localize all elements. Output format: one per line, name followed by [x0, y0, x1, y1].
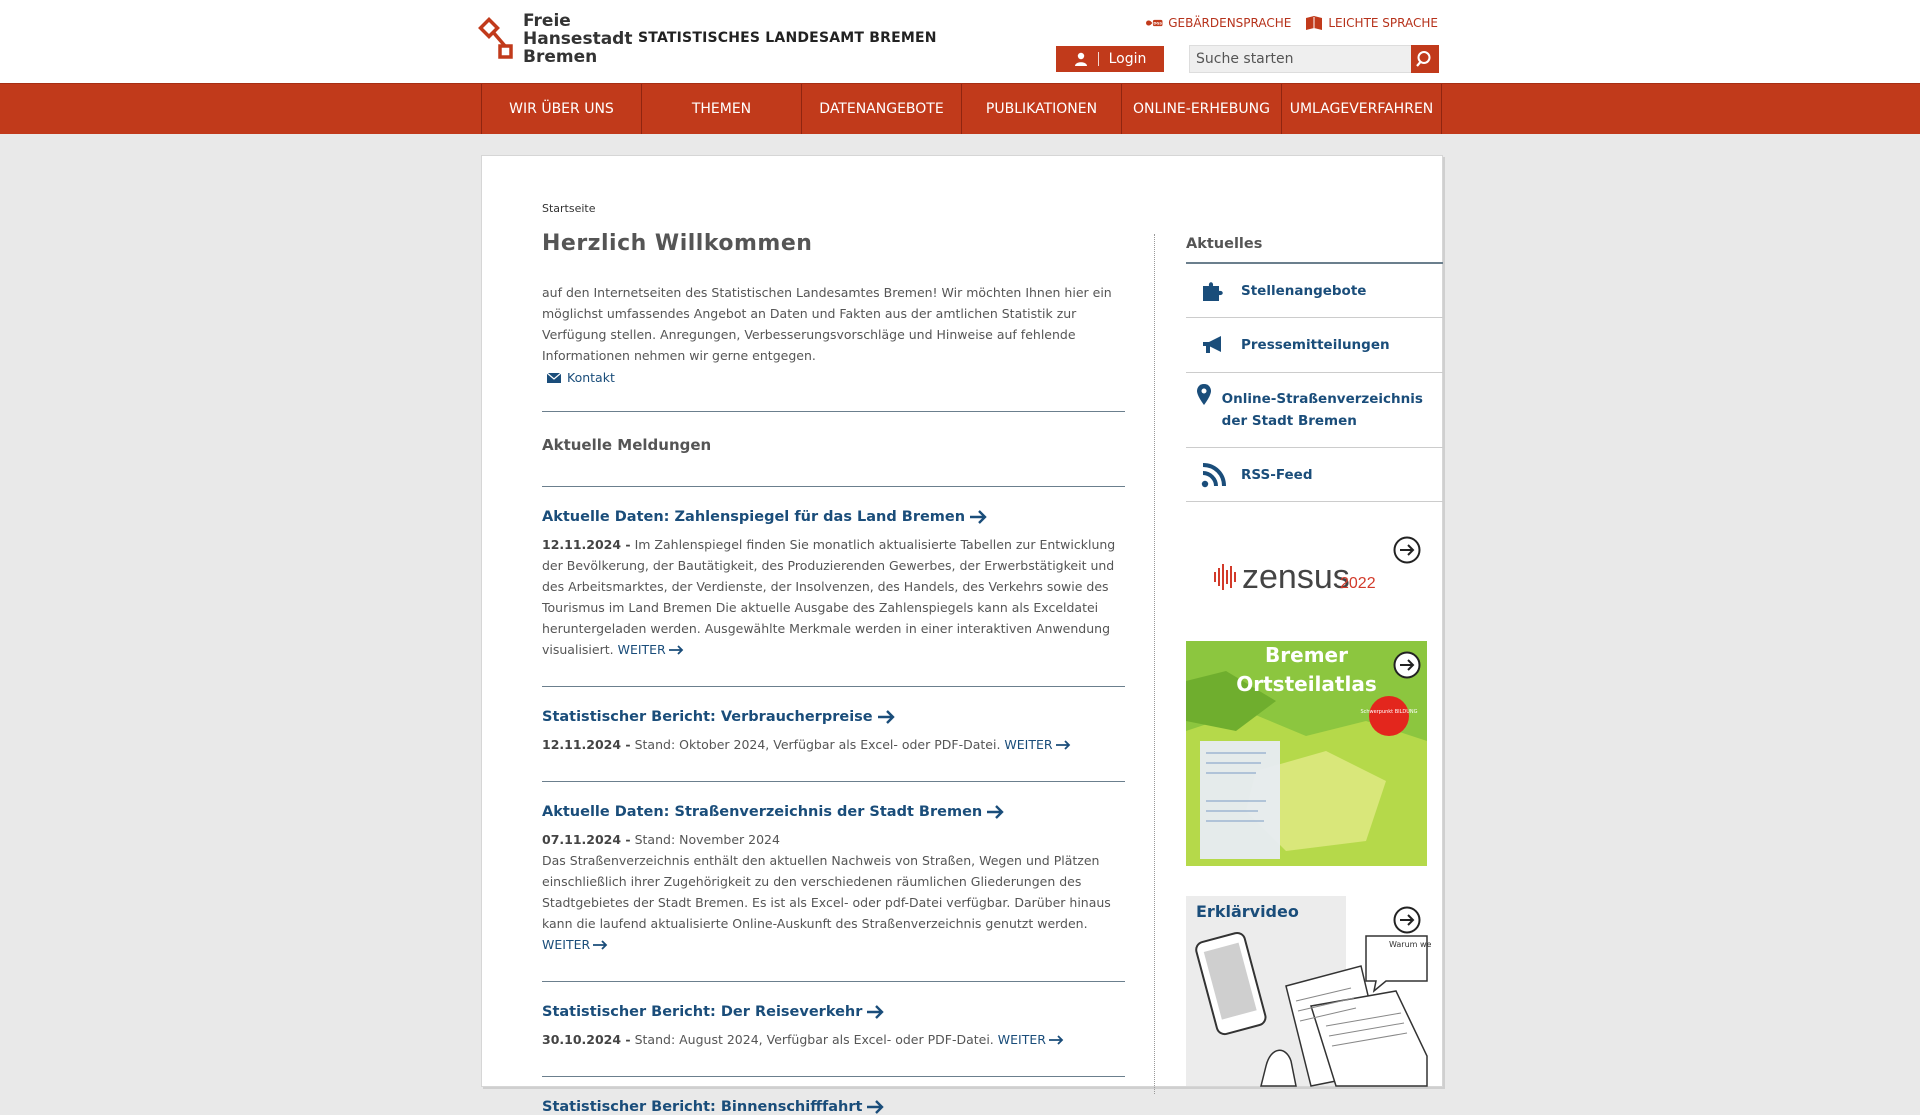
map-pin-icon	[1186, 383, 1222, 407]
arrow-right-icon	[866, 1100, 885, 1114]
arrow-right-icon	[1056, 740, 1071, 750]
megaphone-icon	[1186, 334, 1241, 356]
easy-language-book-icon	[1305, 15, 1323, 31]
sign-language-icon	[1145, 15, 1163, 31]
news-title: Aktuelle Daten: Zahlenspiegel für das Land Bremen	[542, 509, 966, 525]
nav-online-erhebung[interactable]: ONLINE-ERHEBUNG	[1122, 84, 1282, 134]
news-title-link[interactable]	[542, 1004, 1125, 1020]
sidebar-item-rss-feed[interactable]	[1186, 448, 1443, 502]
login-label: Login	[1108, 51, 1147, 67]
search-box	[1189, 45, 1439, 73]
search-button[interactable]	[1411, 45, 1439, 73]
user-icon	[1074, 52, 1088, 66]
sidebar-item-strassenverzeichnis[interactable]	[1186, 373, 1443, 448]
main-navigation	[0, 83, 1920, 134]
intro-text: auf den Internetseiten des Statistischen Landesamtes Bremen! Wir möchten Ihnen hier ein möglichst umfassendes Angebot an Daten und Fakten aus der amtlichen Statistik zur Verfügung stellen. Anregungen, Verbesserungsvorschläge und Hinweise auf fehlende Informationen nehmen wir gerne entgegen.	[542, 285, 1112, 363]
news-text: Im Zahlenspiegel finden Sie monatlich aktualisierte Tabellen zur Entwicklung der Bevölkerung, der Bautätigkeit, des Produzierenden Gewerbes, der Erwerbstätigkeit und des Arbeitsmarktes, der Verdienste, der Insolvenzen, des Handels, des Verkehrs sowie des Tourismus im Land Bremen Die aktuelle Ausgabe des Zahlenspiegels kann als Exceldatei heruntergeladen werden. Ausgewählte Merkmale werden in einer interaktiven Anwendung visualisiert.	[542, 537, 1116, 657]
divider	[542, 411, 1125, 412]
nav-umlageverfahren[interactable]: UMLAGEVERFAHREN	[1282, 84, 1442, 134]
sidebar-item-label: Pressemitteilungen	[1241, 337, 1390, 353]
news-body	[542, 829, 1125, 955]
divider	[542, 781, 1125, 782]
arrow-right-icon	[969, 510, 988, 524]
erklaervideo-banner[interactable]	[1186, 896, 1432, 1086]
news-body	[542, 1029, 1125, 1050]
sidebar-item-label: Stellenangebote	[1241, 282, 1367, 299]
video-illustration	[1186, 896, 1427, 1086]
sidebar-heading: Aktuelles	[1186, 234, 1443, 264]
news-item	[542, 1099, 1125, 1115]
news-date: 07.11.2024 -	[542, 832, 631, 847]
breadcrumb[interactable]: Startseite	[542, 202, 596, 215]
sidebar	[1186, 234, 1443, 502]
news-title: Statistischer Bericht: Der Reiseverkehr	[542, 1004, 863, 1020]
weiter-label: WEITER	[542, 937, 591, 952]
bremen-key-icon	[481, 18, 517, 66]
arrow-circle-icon	[1393, 651, 1421, 679]
news-title: Aktuelle Daten: Straßenverzeichnis der Stadt Bremen	[542, 804, 983, 820]
news-text: Stand: November 2024	[630, 832, 780, 847]
news-date: 30.10.2024 -	[542, 1032, 631, 1047]
sidebar-item-label: Online-Straßenverzeichnis der Stadt Bremen	[1221, 391, 1423, 429]
arrow-circle-icon	[1393, 906, 1421, 934]
zensus-2022-banner[interactable]	[1186, 526, 1427, 616]
sidebar-item-stellenangebote[interactable]	[1186, 264, 1443, 318]
sign-language-label: GEBÄRDENSPRACHE	[1168, 16, 1292, 30]
news-title: Statistischer Bericht: Verbraucherpreise	[542, 709, 873, 725]
news-item	[542, 1004, 1125, 1050]
login-separator	[1098, 52, 1099, 66]
news-text-more: Das Straßenverzeichnis enthält den aktuellen Nachweis von Straßen, Wegen und Plätzen einschließlich ihrer Zugehörigkeit zu den verschiedenen räumlichen Gliederungen des Stadtgebietes der Stadt Bremen. Es ist als Excel- oder pdf-Datei verfügbar. Darüber hinaus kann die laufend aktualisierte Online-Auskunft des Straßenverzeichnis genutzt werden.	[542, 853, 1111, 931]
search-input[interactable]	[1190, 46, 1417, 72]
login-button[interactable]	[1056, 46, 1164, 72]
weiter-link[interactable]	[618, 639, 684, 660]
site-header	[0, 0, 1920, 83]
news-date: 12.11.2024 -	[542, 737, 631, 752]
atlas-title-line-1: Bremer	[1265, 643, 1348, 667]
news-body	[542, 534, 1125, 660]
zensus-text: zensus	[1242, 558, 1350, 596]
weiter-label: WEITER	[1004, 737, 1053, 752]
arrow-right-icon	[877, 710, 896, 724]
logo-line-2: Hansestadt	[523, 29, 633, 49]
video-title: Erklärvideo	[1196, 902, 1299, 921]
svg-text:DGS: DGS	[1153, 21, 1163, 26]
weiter-link[interactable]	[998, 1029, 1064, 1050]
kontakt-label: Kontakt	[567, 370, 615, 385]
arrow-right-icon	[593, 940, 608, 950]
divider	[542, 686, 1125, 687]
news-title: Statistischer Bericht: Binnenschifffahrt	[542, 1099, 863, 1115]
news-item	[542, 509, 1125, 660]
rss-icon	[1186, 462, 1241, 488]
content-box	[481, 155, 1443, 1115]
nav-wir-ueber-uns[interactable]: WIR ÜBER UNS	[482, 84, 642, 134]
news-title-link[interactable]	[542, 1099, 1125, 1115]
news-item	[542, 804, 1125, 955]
logo-line-1: Freie	[523, 11, 571, 31]
news-text: Stand: August 2024, Verfügbar als Excel- oder PDF-Datei.	[630, 1032, 998, 1047]
arrow-circle-icon	[1393, 536, 1421, 564]
news-body	[542, 734, 1125, 755]
top-links	[1145, 15, 1438, 31]
logo-wordmark	[523, 12, 632, 66]
zensus-year: 2022	[1340, 575, 1376, 592]
sidebar-item-pressemitteilungen[interactable]	[1186, 318, 1443, 373]
zensus-logo	[1186, 526, 1427, 616]
arrow-right-icon	[866, 1005, 885, 1019]
divider	[542, 1076, 1125, 1077]
sign-language-link[interactable]	[1145, 15, 1291, 31]
arrow-right-icon	[986, 805, 1005, 819]
easy-language-link[interactable]	[1305, 15, 1438, 31]
nav-themen[interactable]: THEMEN	[642, 84, 802, 134]
nav-publikationen[interactable]: PUBLIKATIONEN	[962, 84, 1122, 134]
page-title: Herzlich Willkommen	[542, 231, 813, 256]
arrow-right-icon	[1049, 1035, 1064, 1045]
main-column	[542, 231, 1125, 1115]
weiter-link[interactable]	[542, 934, 608, 955]
site-title[interactable]: STATISTISCHES LANDESAMT BREMEN	[638, 30, 937, 46]
divider	[542, 486, 1125, 487]
nav-datenangebote[interactable]: DATENANGEBOTE	[802, 84, 962, 134]
weiter-label: WEITER	[617, 642, 666, 657]
search-icon	[1416, 50, 1434, 68]
news-title-link[interactable]	[542, 709, 1125, 725]
news-title-link[interactable]	[542, 509, 1125, 525]
sidebar-item-label: RSS-Feed	[1241, 466, 1313, 483]
kontakt-link[interactable]	[547, 370, 1125, 385]
news-item	[542, 709, 1125, 755]
easy-language-label: LEICHTE SPRACHE	[1328, 16, 1438, 30]
weiter-link[interactable]	[1004, 734, 1070, 755]
news-title-link[interactable]	[542, 804, 1125, 820]
puzzle-icon	[1186, 280, 1241, 302]
logo-line-3: Bremen	[523, 47, 598, 67]
news-heading: Aktuelle Meldungen	[542, 436, 712, 454]
atlas-title-line-2: Ortsteilatlas	[1236, 672, 1377, 696]
bremen-logo[interactable]	[481, 12, 641, 67]
atlas-title	[1186, 641, 1427, 699]
ortsteilatlas-banner[interactable]	[1186, 641, 1427, 866]
news-text: Stand: Oktober 2024, Verfügbar als Excel- oder PDF-Datei.	[630, 737, 1005, 752]
news-date: 12.11.2024 -	[542, 537, 631, 552]
column-divider	[1154, 234, 1156, 1094]
arrow-right-icon	[669, 645, 684, 655]
divider	[542, 981, 1125, 982]
weiter-label: WEITER	[997, 1032, 1046, 1047]
atlas-badge: Schwerpunkt BILDUNG	[1360, 709, 1418, 715]
video-caption: Warum we	[1389, 940, 1432, 949]
envelope-icon	[547, 373, 561, 383]
